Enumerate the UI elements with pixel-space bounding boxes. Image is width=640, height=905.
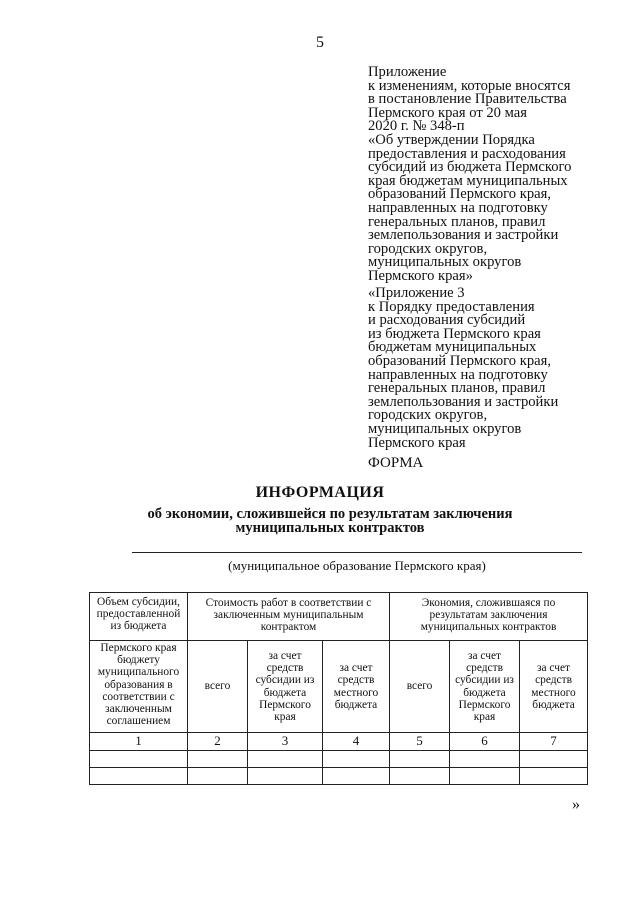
empty-cell bbox=[390, 768, 450, 785]
column-number: 4 bbox=[323, 733, 390, 751]
column-number: 3 bbox=[248, 733, 323, 751]
empty-cell bbox=[90, 768, 188, 785]
empty-cell bbox=[450, 768, 520, 785]
empty-cell bbox=[520, 768, 588, 785]
appendix-line: Пермского края» bbox=[368, 267, 473, 284]
appendix-line: субсидий из бюджета Пермского bbox=[368, 159, 572, 176]
appendix-line: в постановление Правительства bbox=[368, 91, 567, 108]
subtitle-line: об экономии, сложившейся по результатам заключения bbox=[147, 506, 513, 522]
empty-cell bbox=[450, 751, 520, 768]
appendix3-line: «Приложение 3 bbox=[368, 285, 465, 301]
appendix3-block bbox=[368, 287, 608, 450]
appendix-line: генеральных планов, правил bbox=[368, 213, 546, 230]
appendix3-line: Пермского края bbox=[368, 434, 466, 451]
subtitle-line: муниципальных контрактов bbox=[235, 519, 425, 536]
appendix-line: муниципальных округов bbox=[368, 254, 522, 271]
appendix-line: «Об утверждении Порядка bbox=[368, 131, 535, 148]
group2-header: Экономия, сложившаяся по результатам заключения муниципальных контрактов bbox=[390, 593, 588, 641]
closing-quote: » bbox=[572, 796, 580, 813]
appendix3-line: направленных на подготовку bbox=[368, 366, 548, 383]
municipality-underline bbox=[132, 552, 582, 553]
table-row bbox=[90, 768, 588, 785]
sub-header-subsidy: за счет средств субсидии из бюджета Пермского края bbox=[248, 641, 323, 733]
empty-cell bbox=[323, 751, 390, 768]
document-title: ИНФОРМАЦИЯ bbox=[255, 484, 385, 501]
sub-header-subsidy: за счет средств субсидии из бюджета Пермского края bbox=[450, 641, 520, 733]
appendix3-line: бюджетам муниципальных bbox=[368, 339, 537, 356]
appendix3-line: генеральных планов, правил bbox=[368, 380, 546, 397]
empty-cell bbox=[323, 768, 390, 785]
empty-cell bbox=[188, 768, 248, 785]
economy-form-table bbox=[89, 592, 588, 785]
sub-header-local: за счет средств местного бюджета bbox=[323, 641, 390, 733]
appendix-line: к изменениям, которые вносятся bbox=[368, 77, 571, 94]
form-label: ФОРМА bbox=[368, 455, 424, 471]
appendix-line: предоставления и расходования bbox=[368, 145, 566, 162]
appendix-line: направленных на подготовку bbox=[368, 199, 548, 216]
column-number: 2 bbox=[188, 733, 248, 751]
appendix-line: Пермского края от 20 мая bbox=[368, 104, 527, 121]
col1-header-top: Объем субсидии, предоставленной из бюджета bbox=[90, 593, 188, 641]
appendix-line: образований Пермского края, bbox=[368, 186, 551, 203]
column-number: 7 bbox=[520, 733, 588, 751]
column-number: 6 bbox=[450, 733, 520, 751]
empty-cell bbox=[390, 751, 450, 768]
appendix3-line: из бюджета Пермского края bbox=[368, 325, 541, 342]
appendix3-line: и расходования субсидий bbox=[368, 312, 526, 329]
empty-cell bbox=[520, 751, 588, 768]
empty-cell bbox=[188, 751, 248, 768]
appendix3-line: к Порядку предоставления bbox=[368, 298, 535, 315]
appendix-block bbox=[368, 66, 608, 284]
appendix3-line: землепользования и застройки bbox=[368, 393, 559, 410]
appendix3-line: образований Пермского края, bbox=[368, 352, 551, 369]
group1-header: Стоимость работ в соответствии с заключенным муниципальным контрактом bbox=[188, 593, 390, 641]
page-number: 5 bbox=[316, 34, 324, 51]
appendix-line: края бюджетам муниципальных bbox=[368, 172, 568, 189]
municipality-caption: (муниципальное образование Пермского края) bbox=[228, 558, 486, 573]
sub-header-total: всего bbox=[188, 641, 248, 733]
empty-cell bbox=[90, 751, 188, 768]
appendix-line: землепользования и застройки bbox=[368, 227, 559, 244]
sub-header-total: всего bbox=[390, 641, 450, 733]
appendix-line: 2020 г. № 348-п bbox=[368, 118, 465, 135]
appendix3-line: муниципальных округов bbox=[368, 420, 522, 437]
column-number: 5 bbox=[390, 733, 450, 751]
table-row bbox=[90, 751, 588, 768]
sub-header-local: за счет средств местного бюджета bbox=[520, 641, 588, 733]
appendix-line: Приложение bbox=[368, 64, 447, 80]
empty-cell bbox=[248, 768, 323, 785]
appendix-line: городских округов, bbox=[368, 240, 488, 257]
appendix3-line: городских округов, bbox=[368, 407, 488, 424]
document-subtitle bbox=[120, 508, 540, 535]
empty-cell bbox=[248, 751, 323, 768]
column-number: 1 bbox=[90, 733, 188, 751]
col1-header-bottom: Пермского края бюджету муниципального образования в соответствии с заключенным соглашением bbox=[90, 641, 188, 733]
